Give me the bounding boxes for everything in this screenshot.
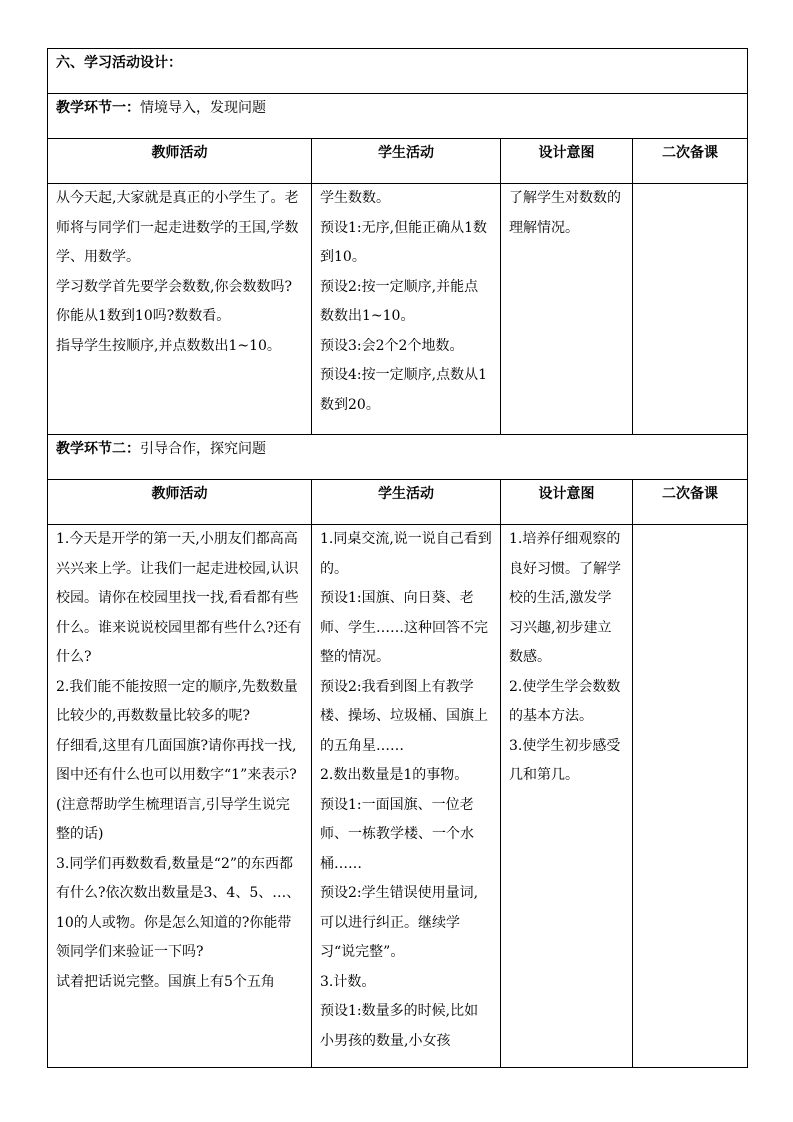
cell-paragraph: 预设1:数量多的时候,比如小男孩的数量,小女孩: [320, 1003, 479, 1049]
cell-paragraph: 预设4:按一定顺序,点数从1数到20。: [320, 367, 487, 413]
stage1-second-cell: [633, 184, 748, 435]
cell-paragraph: 预设2:按一定顺序,并能点数数出1~10。: [320, 278, 479, 324]
stage1-label: 教学环节一：: [56, 100, 140, 116]
cell-paragraph: 2.数出数量是1的事物。: [320, 767, 469, 783]
col-header-student: 学生活动: [312, 480, 501, 525]
cell-paragraph: 2.我们能不能按照一定的顺序,先数数量比较少的,再数数量比较多的呢?: [56, 678, 298, 724]
stage1-intent-cell: [501, 184, 633, 435]
cell-paragraph: 从今天起,大家就是真正的小学生了。老师将与同学们一起走进数学的王国,学数学、用数学。: [56, 190, 299, 265]
cell-paragraph: 预设1:无序,但能正确从1数到10。: [320, 219, 487, 265]
lesson-plan-table: [47, 48, 748, 1068]
col-header-intent: 设计意图: [501, 139, 633, 184]
cell-paragraph: 预设2:学生错误使用量词,可以进行纠正。继续学习“说完整”。: [320, 885, 479, 960]
cell-paragraph: 预设1:国旗、向日葵、老师、学生……这种回答不完整的情况。: [320, 590, 488, 665]
stage2-name: 引导合作，探究问题: [140, 441, 266, 457]
stage1-header-row: [48, 139, 748, 184]
cell-paragraph: 仔细看,这里有几面国旗?请你再找一找,图中还有什么也可以用数字“1”来表示?: [56, 737, 297, 783]
cell-paragraph: 试着把话说完整。国旗上有5个五角: [56, 973, 275, 990]
stage2-body-row: [48, 525, 748, 1068]
col-header-second: 二次备课: [633, 480, 748, 525]
stage1-name: 情境导入，发现问题: [140, 100, 266, 116]
cell-paragraph: 3.同学们再数数看,数量是“2”的东西都有什么?依次数出数量是3、4、5、…、10的人或物。你是怎么知道的?你能带领同学们来验证一下吗?: [56, 855, 301, 960]
cell-paragraph: 3.计数。: [320, 973, 376, 990]
cell-paragraph: 指导学生按顺序,并点数数出1~10。: [56, 337, 281, 354]
cell-paragraph: 1.同桌交流,说一说自己看到的。: [320, 531, 492, 577]
stage1-title-row: [48, 94, 748, 139]
cell-paragraph: 学习数学首先要学会数数,你会数数吗?你能从1数到10吗?数数看。: [56, 278, 292, 324]
stage1-teacher-cell: [48, 184, 312, 435]
cell-paragraph: 学生数数。: [320, 190, 390, 206]
cell-paragraph: (注意帮助学生梳理语言,引导学生说完整的话): [56, 796, 290, 842]
stage2-student-cell: [312, 525, 501, 1068]
stage1-student-cell: [312, 184, 501, 435]
cell-paragraph: 1.培养仔细观察的良好习惯。了解学校的生活,激发学习兴趣,初步建立数感。: [509, 531, 621, 665]
cell-paragraph: 3.使学生初步感受几和第几。: [509, 737, 621, 783]
cell-paragraph: 1.今天是开学的第一天,小朋友们都高高兴兴来上学。让我们一起走进校园,认识校园。请你在校园里找一找,看看都有些什么。谁来说说校园里都有些什么?还有什么?: [56, 531, 302, 665]
stage2-intent-cell: [501, 525, 633, 1068]
stage2-title: [48, 435, 748, 480]
col-header-student: 学生活动: [312, 139, 501, 184]
col-header-second: 二次备课: [633, 139, 748, 184]
stage2-header-row: [48, 480, 748, 525]
col-header-intent: 设计意图: [501, 480, 633, 525]
cell-paragraph: 预设1:一面国旗、一位老师、一栋教学楼、一个水桶……: [320, 796, 474, 872]
stage1-body-row: [48, 184, 748, 435]
cell-paragraph: 预设2:我看到图上有教学楼、操场、垃圾桶、国旗上的五角星……: [320, 678, 488, 754]
cell-paragraph: 了解学生对数数的理解情况。: [509, 190, 621, 236]
stage2-second-cell: [633, 525, 748, 1068]
stage2-label: 教学环节二：: [56, 441, 140, 457]
stage2-title-row: [48, 435, 748, 480]
section-title: 六、学习活动设计：: [48, 49, 748, 94]
section-title-row: [48, 49, 748, 94]
stage2-teacher-cell: [48, 525, 312, 1068]
col-header-teacher: 教师活动: [48, 480, 312, 525]
col-header-teacher: 教师活动: [48, 139, 312, 184]
stage1-title: [48, 94, 748, 139]
cell-paragraph: 2.使学生学会数数的基本方法。: [509, 678, 621, 724]
cell-paragraph: 预设3:会2个2个地数。: [320, 337, 464, 354]
